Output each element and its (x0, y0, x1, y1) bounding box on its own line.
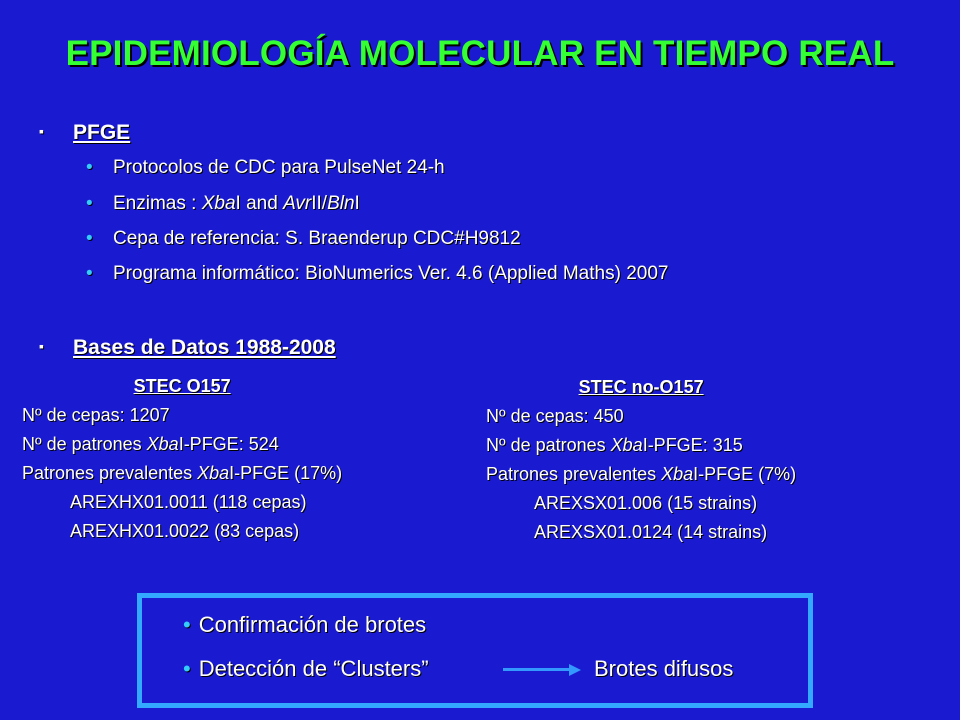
stec-non-o157-column (486, 373, 796, 547)
dot-bullet-icon: • (86, 228, 93, 249)
stec-non-o157-line: Patrones prevalentes XbaI-PFGE (7%) (486, 464, 797, 484)
dot-bullet-icon: • (183, 656, 191, 681)
stec-o157-column (22, 372, 342, 546)
pfge-item-text: Protocolos de CDC para PulseNet 24-h (113, 157, 445, 178)
square-bullet-icon: ▪ (39, 338, 44, 354)
summary-line-cluster-detection (183, 656, 429, 682)
stec-o157-line: AREXHX01.0011 (118 cepas) (70, 492, 307, 512)
section-databases-heading (39, 336, 336, 360)
pfge-item (86, 228, 521, 250)
pfge-item-text: Programa informático: BioNumerics Ver. 4.6 (Applied Maths) 2007 (113, 263, 669, 284)
stec-o157-line: Nº de cepas: 1207 (22, 405, 170, 425)
dot-bullet-icon: • (86, 157, 93, 178)
section-pfge-heading (39, 121, 131, 145)
summary-line-text: Detección de “Clusters” (198, 656, 429, 681)
stec-non-o157-heading: STEC no-O157 (578, 377, 704, 397)
summary-box (137, 593, 813, 708)
stec-non-o157-line: Nº de cepas: 450 (486, 406, 624, 426)
section-pfge-label: PFGE (73, 121, 131, 144)
stec-o157-line: AREXHX01.0022 (83 cepas) (70, 521, 300, 541)
stec-o157-line: Nº de patrones XbaI-PFGE: 524 (22, 434, 279, 454)
slide-title: EPIDEMIOLOGÍA MOLECULAR EN TIEMPO REAL (65, 34, 895, 73)
stec-o157-heading: STEC O157 (133, 376, 231, 396)
dot-bullet-icon: • (183, 612, 191, 637)
pfge-item (86, 193, 360, 215)
pfge-item-text: Cepa de referencia: S. Braenderup CDC#H9812 (113, 228, 521, 249)
stec-non-o157-line: Nº de patrones XbaI-PFGE: 315 (486, 435, 743, 455)
stec-non-o157-line: AREXSX01.006 (15 strains) (534, 493, 758, 513)
right-arrow-icon (503, 664, 581, 676)
dot-bullet-icon: • (86, 263, 93, 284)
summary-line-outbreak-confirmation (183, 612, 426, 638)
pfge-item (86, 263, 669, 285)
section-databases-label: Bases de Datos 1988-2008 (73, 336, 336, 359)
square-bullet-icon: ▪ (39, 123, 44, 139)
pfge-item-text: Enzimas : XbaI and AvrII/BlnI (113, 193, 360, 214)
summary-result-text: Brotes difusos (594, 656, 734, 681)
stec-non-o157-line: AREXSX01.0124 (14 strains) (534, 522, 768, 542)
summary-line-text: Confirmación de brotes (198, 612, 427, 637)
dot-bullet-icon: • (86, 193, 93, 214)
pfge-item (86, 157, 445, 179)
stec-o157-line: Patrones prevalentes XbaI-PFGE (17%) (22, 463, 343, 483)
